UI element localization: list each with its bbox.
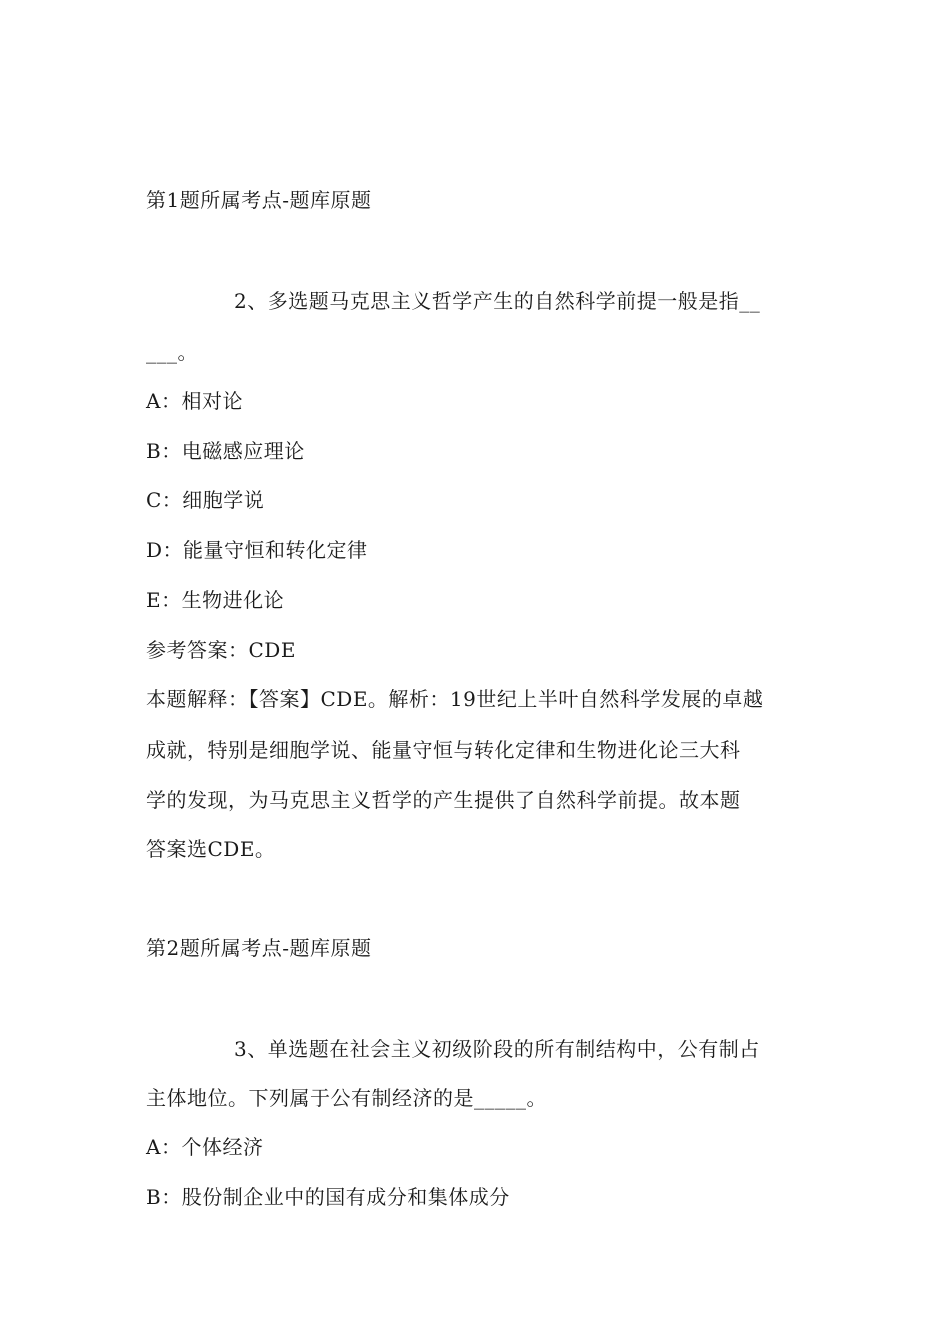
q3-option-b: B：股份制企业中的国有成分和集体成分 [146, 1185, 510, 1209]
q3-stem-line1: 3、单选题在社会主义初级阶段的所有制结构中，公有制占 [234, 1037, 760, 1061]
q2-option-c: C：细胞学说 [146, 488, 265, 512]
q2-stem-line1: 2、多选题马克思主义哲学产生的自然科学前提一般是指__ [234, 289, 761, 313]
q2-explanation-line3: 学的发现，为马克思主义哲学的产生提供了自然科学前提。故本题 [146, 788, 741, 812]
q2-explanation-line4: 答案选CDE。 [146, 837, 276, 861]
q2-explanation-line2: 成就，特别是细胞学说、能量守恒与转化定律和生物进化论三大科 [146, 738, 741, 762]
q2-option-d: D：能量守恒和转化定律 [146, 538, 368, 562]
q2-topic-note: 第2题所属考点-题库原题 [146, 936, 372, 960]
q3-option-a: A：个体经济 [146, 1135, 264, 1159]
q2-option-b: B：电磁感应理论 [146, 439, 305, 463]
q2-stem-line2: ___。 [146, 340, 198, 364]
q2-option-e: E：生物进化论 [146, 588, 285, 612]
q3-stem-line2: 主体地位。下列属于公有制经济的是_____。 [146, 1086, 547, 1110]
q1-topic-note: 第1题所属考点-题库原题 [146, 188, 372, 212]
q2-explanation-line1: 本题解释：【答案】CDE。解析：19世纪上半叶自然科学发展的卓越 [146, 687, 764, 711]
q2-option-a: A：相对论 [146, 389, 243, 413]
q2-answer: 参考答案：CDE [146, 638, 296, 662]
